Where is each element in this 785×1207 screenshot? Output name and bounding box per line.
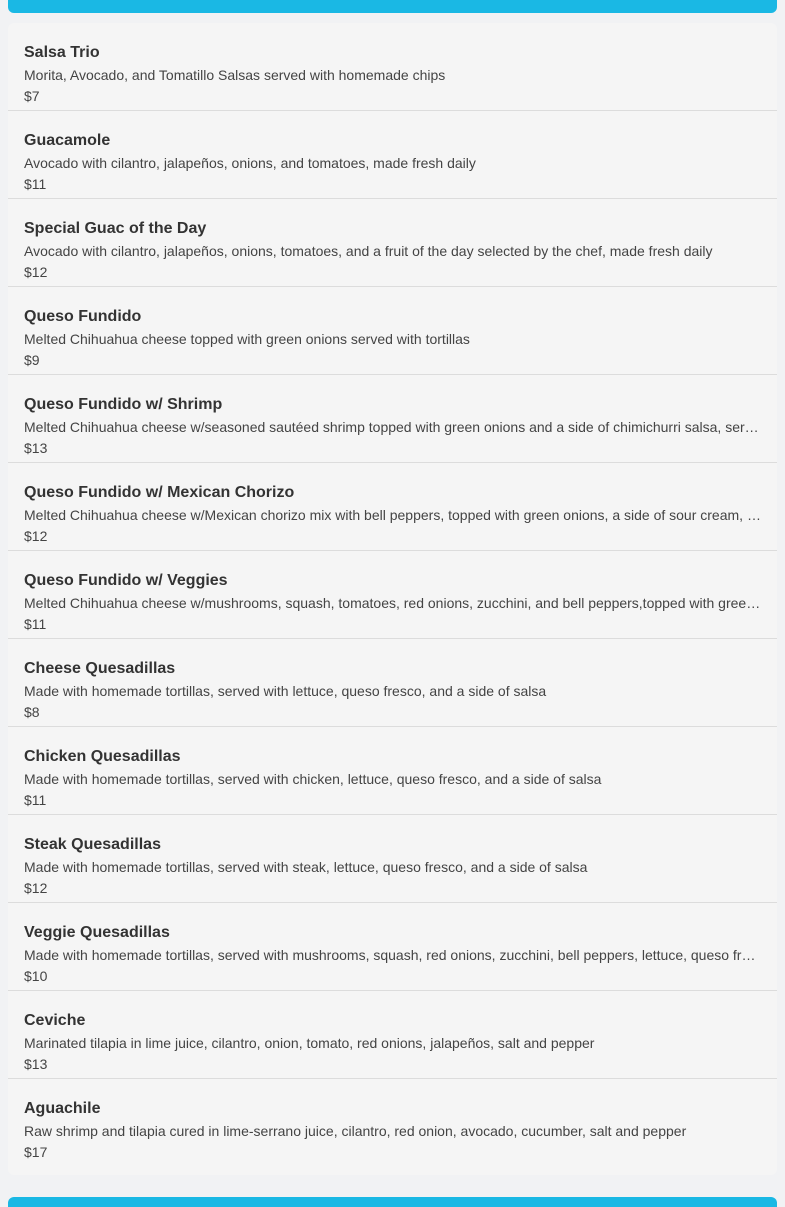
- menu-item-aguachile[interactable]: [8, 1079, 777, 1167]
- item-price: $12: [24, 264, 48, 280]
- item-name: Chicken Quesadillas: [24, 748, 181, 765]
- item-price: $11: [24, 792, 47, 808]
- item-price: $17: [24, 1144, 48, 1160]
- menu-item-ceviche[interactable]: [8, 991, 777, 1079]
- item-description: Melted Chihuahua cheese w/Mexican chorizo mix with bell peppers, topped with green onions, a side of sour cream, …: [24, 507, 761, 523]
- item-price: $12: [24, 880, 48, 896]
- item-name: Veggie Quesadillas: [24, 924, 170, 941]
- item-name: Salsa Trio: [24, 44, 100, 61]
- item-description: Melted Chihuahua cheese topped with green onions served with tortillas: [24, 331, 470, 347]
- item-name: Queso Fundido w/ Shrimp: [24, 396, 223, 413]
- item-description: Made with homemade tortillas, served with steak, lettuce, queso fresco, and a side of salsa: [24, 859, 588, 875]
- item-price: $11: [24, 176, 47, 192]
- menu-item-queso-fundido-veggies[interactable]: [8, 551, 777, 639]
- item-description: Avocado with cilantro, jalapeños, onions, tomatoes, and a fruit of the day selected by the chef, made fresh daily: [24, 243, 713, 259]
- menu-item-cheese-quesadillas[interactable]: [8, 639, 777, 727]
- item-name: Ceviche: [24, 1012, 86, 1029]
- item-name: Cheese Quesadillas: [24, 660, 176, 677]
- item-description: Marinated tilapia in lime juice, cilantro, onion, tomato, red onions, jalapeños, salt and pepper: [24, 1035, 595, 1051]
- menu-item-steak-quesadillas[interactable]: [8, 815, 777, 903]
- item-description: Avocado with cilantro, jalapeños, onions, and tomatoes, made fresh daily: [24, 155, 476, 171]
- item-price: $13: [24, 440, 48, 456]
- item-name: Special Guac of the Day: [24, 220, 207, 237]
- item-name: Queso Fundido: [24, 308, 142, 325]
- item-price: $12: [24, 528, 48, 544]
- menu-item-queso-fundido[interactable]: [8, 287, 777, 375]
- item-price: $7: [24, 88, 40, 104]
- item-name: Queso Fundido w/ Veggies: [24, 572, 228, 589]
- menu-item-salsa-trio[interactable]: [8, 23, 777, 111]
- item-description: Made with homemade tortillas, served with mushrooms, squash, red onions, zucchini, bell peppers, lettuce, queso fr…: [24, 947, 756, 963]
- item-price: $10: [24, 968, 48, 984]
- menu-item-queso-fundido-shrimp[interactable]: [8, 375, 777, 463]
- item-description: Morita, Avocado, and Tomatillo Salsas served with homemade chips: [24, 67, 446, 83]
- next-category-header-bar[interactable]: [8, 1197, 777, 1207]
- item-description: Made with homemade tortillas, served with lettuce, queso fresco, and a side of salsa: [24, 683, 547, 699]
- menu-item-chicken-quesadillas[interactable]: [8, 727, 777, 815]
- item-name: Steak Quesadillas: [24, 836, 161, 853]
- item-price: $13: [24, 1056, 48, 1072]
- item-description: Melted Chihuahua cheese w/seasoned sautéed shrimp topped with green onions and a side of chimichurri salsa, ser…: [24, 419, 759, 435]
- menu-list: [8, 23, 777, 1175]
- menu-item-guacamole[interactable]: [8, 111, 777, 199]
- item-description: Made with homemade tortillas, served with chicken, lettuce, queso fresco, and a side of salsa: [24, 771, 602, 787]
- menu-item-queso-fundido-chorizo[interactable]: [8, 463, 777, 551]
- item-name: Guacamole: [24, 132, 111, 149]
- menu-item-veggie-quesadillas[interactable]: [8, 903, 777, 991]
- category-header-bar[interactable]: [8, 0, 777, 13]
- item-price: $11: [24, 616, 47, 632]
- menu-item-special-guac[interactable]: [8, 199, 777, 287]
- item-description: Melted Chihuahua cheese w/mushrooms, squash, tomatoes, red onions, zucchini, and bell peppers,topped with gree…: [24, 595, 761, 611]
- item-name: Aguachile: [24, 1100, 101, 1117]
- item-name: Queso Fundido w/ Mexican Chorizo: [24, 484, 295, 501]
- item-price: $8: [24, 704, 40, 720]
- item-description: Raw shrimp and tilapia cured in lime-serrano juice, cilantro, red onion, avocado, cucumber, salt and pepper: [24, 1123, 687, 1139]
- item-price: $9: [24, 352, 40, 368]
